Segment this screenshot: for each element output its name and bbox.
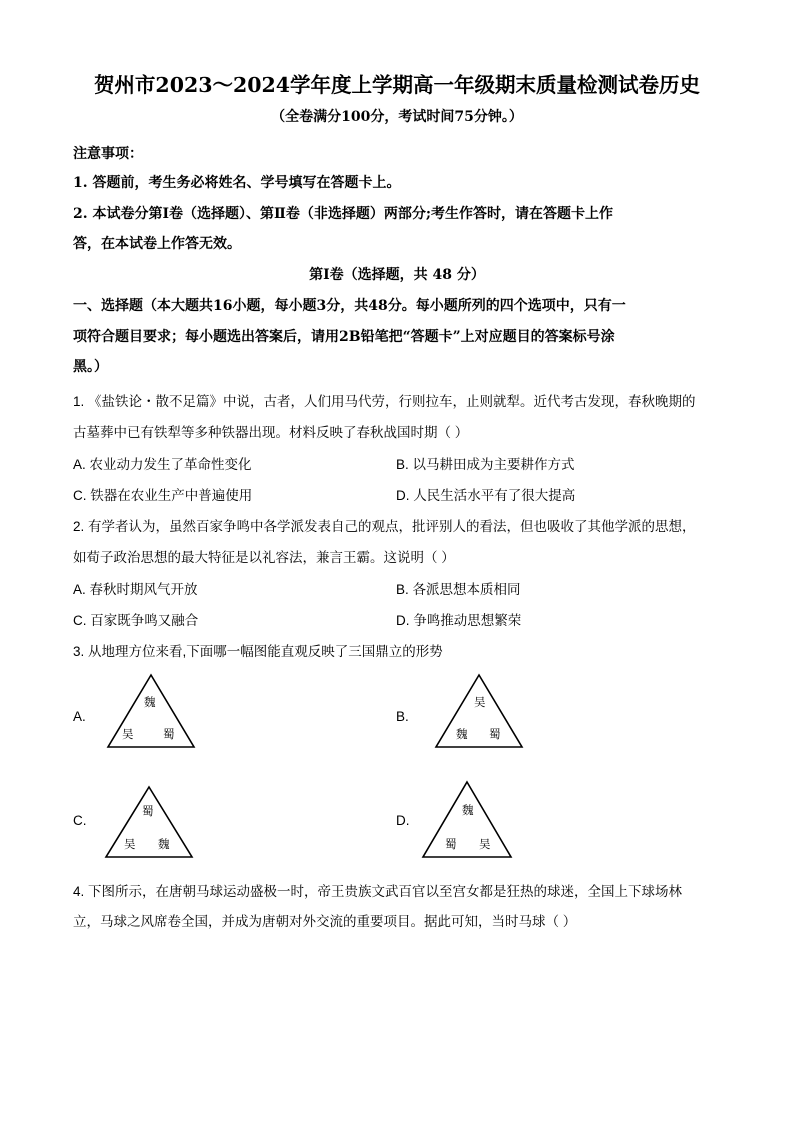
- q3-d-right-label: 吴: [479, 837, 491, 851]
- triangle-diagram-b: [434, 673, 524, 749]
- notice-heading: 注意事项：: [73, 146, 143, 162]
- notice-item-2-line-1: 2. 本试卷分第Ⅰ卷（选择题）、第Ⅱ卷（非选择题）两部分;考生作答时，请在答题卡上作: [73, 206, 614, 222]
- triangle-diagram-a: [106, 673, 196, 749]
- q3-option-b-triangle: [434, 673, 524, 749]
- q3-option-d-triangle: [421, 780, 513, 859]
- q3-option-c-letter: C.: [73, 813, 87, 828]
- q3-d-top-label: 魏: [462, 803, 474, 817]
- section-1-intro-line-3: 黑。）: [73, 359, 108, 375]
- q1-option-a: A. 农业动力发生了革命性变化: [73, 457, 252, 472]
- q1-option-d: D. 人民生活水平有了很大提高: [396, 488, 576, 503]
- q4-stem-line-2: 立，马球之风席卷全国，并成为唐朝对外交流的重要项目。据此可知，当时马球（ ）: [73, 914, 577, 929]
- section-1-intro-line-1: 一、选择题（本大题共16小题，每小题3分，共48分。每小题所列的四个选项中，只有一: [73, 298, 626, 314]
- triangle-diagram-d: [421, 780, 513, 859]
- page-title: 贺州市2023～2024学年度上学期高一年级期末质量检测试卷历史: [93, 73, 701, 97]
- section-1-intro-line-2: 项符合题目要求；每小题选出答案后，请用2B铅笔把“答题卡”上对应题目的答案标号涂: [73, 329, 615, 345]
- q4-stem-line-1: 4. 下图所示，在唐朝马球运动盛极一时，帝王贵族文武百官以至宫女都是狂热的球迷，全国上下球场林: [73, 884, 683, 899]
- q3-c-left-label: 吴: [124, 837, 136, 851]
- q3-b-left-label: 魏: [456, 727, 468, 741]
- q3-b-top-label: 吴: [474, 695, 486, 709]
- notice-item-2-line-2: 答，在本试卷上作答无效。: [73, 236, 241, 252]
- q3-c-right-label: 魏: [158, 837, 170, 851]
- q2-option-d: D. 争鸣推动思想繁荣: [396, 613, 522, 628]
- q3-option-a-letter: A.: [73, 709, 86, 724]
- notice-item-1: 1. 答题前，考生务必将姓名、学号填写在答题卡上。: [73, 175, 401, 191]
- q1-stem-line-2: 古墓葬中已有铁犁等多种铁器出现。材料反映了春秋战国时期（ ）: [73, 425, 469, 440]
- q1-option-b: B. 以马耕田成为主要耕作方式: [396, 457, 575, 472]
- q3-a-left-label: 吴: [122, 727, 134, 741]
- q2-option-b: B. 各派思想本质相同: [396, 582, 521, 597]
- q3-option-d-letter: D.: [396, 813, 410, 828]
- q3-option-b-letter: B.: [396, 709, 409, 724]
- q1-option-c: C. 铁器在农业生产中普遍使用: [73, 488, 253, 503]
- q3-c-top-label: 蜀: [142, 804, 154, 818]
- q2-stem-line-1: 2. 有学者认为，虽然百家争鸣中各学派发表自己的观点，批评别人的看法，但也吸收了其他学派的思想，: [73, 519, 696, 534]
- section-1-heading: 第Ⅰ卷（选择题，共 48 分）: [309, 267, 485, 283]
- q1-stem-line-1: 1. 《盐铁论・散不足篇》中说，古者，人们用马代劳，行则拉车，止则就犁。近代考古发现，春秋晚期的: [73, 394, 696, 409]
- q3-b-right-label: 蜀: [489, 727, 501, 741]
- q3-option-a-triangle: [106, 673, 196, 749]
- q3-option-c-triangle: [104, 785, 194, 859]
- q3-stem: 3. 从地理方位来看,下面哪一幅图能直观反映了三国鼎立的形势: [73, 644, 443, 659]
- q3-a-right-label: 蜀: [163, 727, 175, 741]
- q2-option-a: A. 春秋时期风气开放: [73, 582, 198, 597]
- q3-d-left-label: 蜀: [445, 837, 457, 851]
- q2-stem-line-2: 如荀子政治思想的最大特征是以礼容法，兼言王霸。这说明（ ）: [73, 550, 455, 565]
- q2-option-c: C. 百家既争鸣又融合: [73, 613, 199, 628]
- triangle-diagram-c: [104, 785, 194, 859]
- q3-a-top-label: 魏: [144, 695, 156, 709]
- page-subtitle: （全卷满分100分，考试时间75分钟。）: [271, 109, 523, 125]
